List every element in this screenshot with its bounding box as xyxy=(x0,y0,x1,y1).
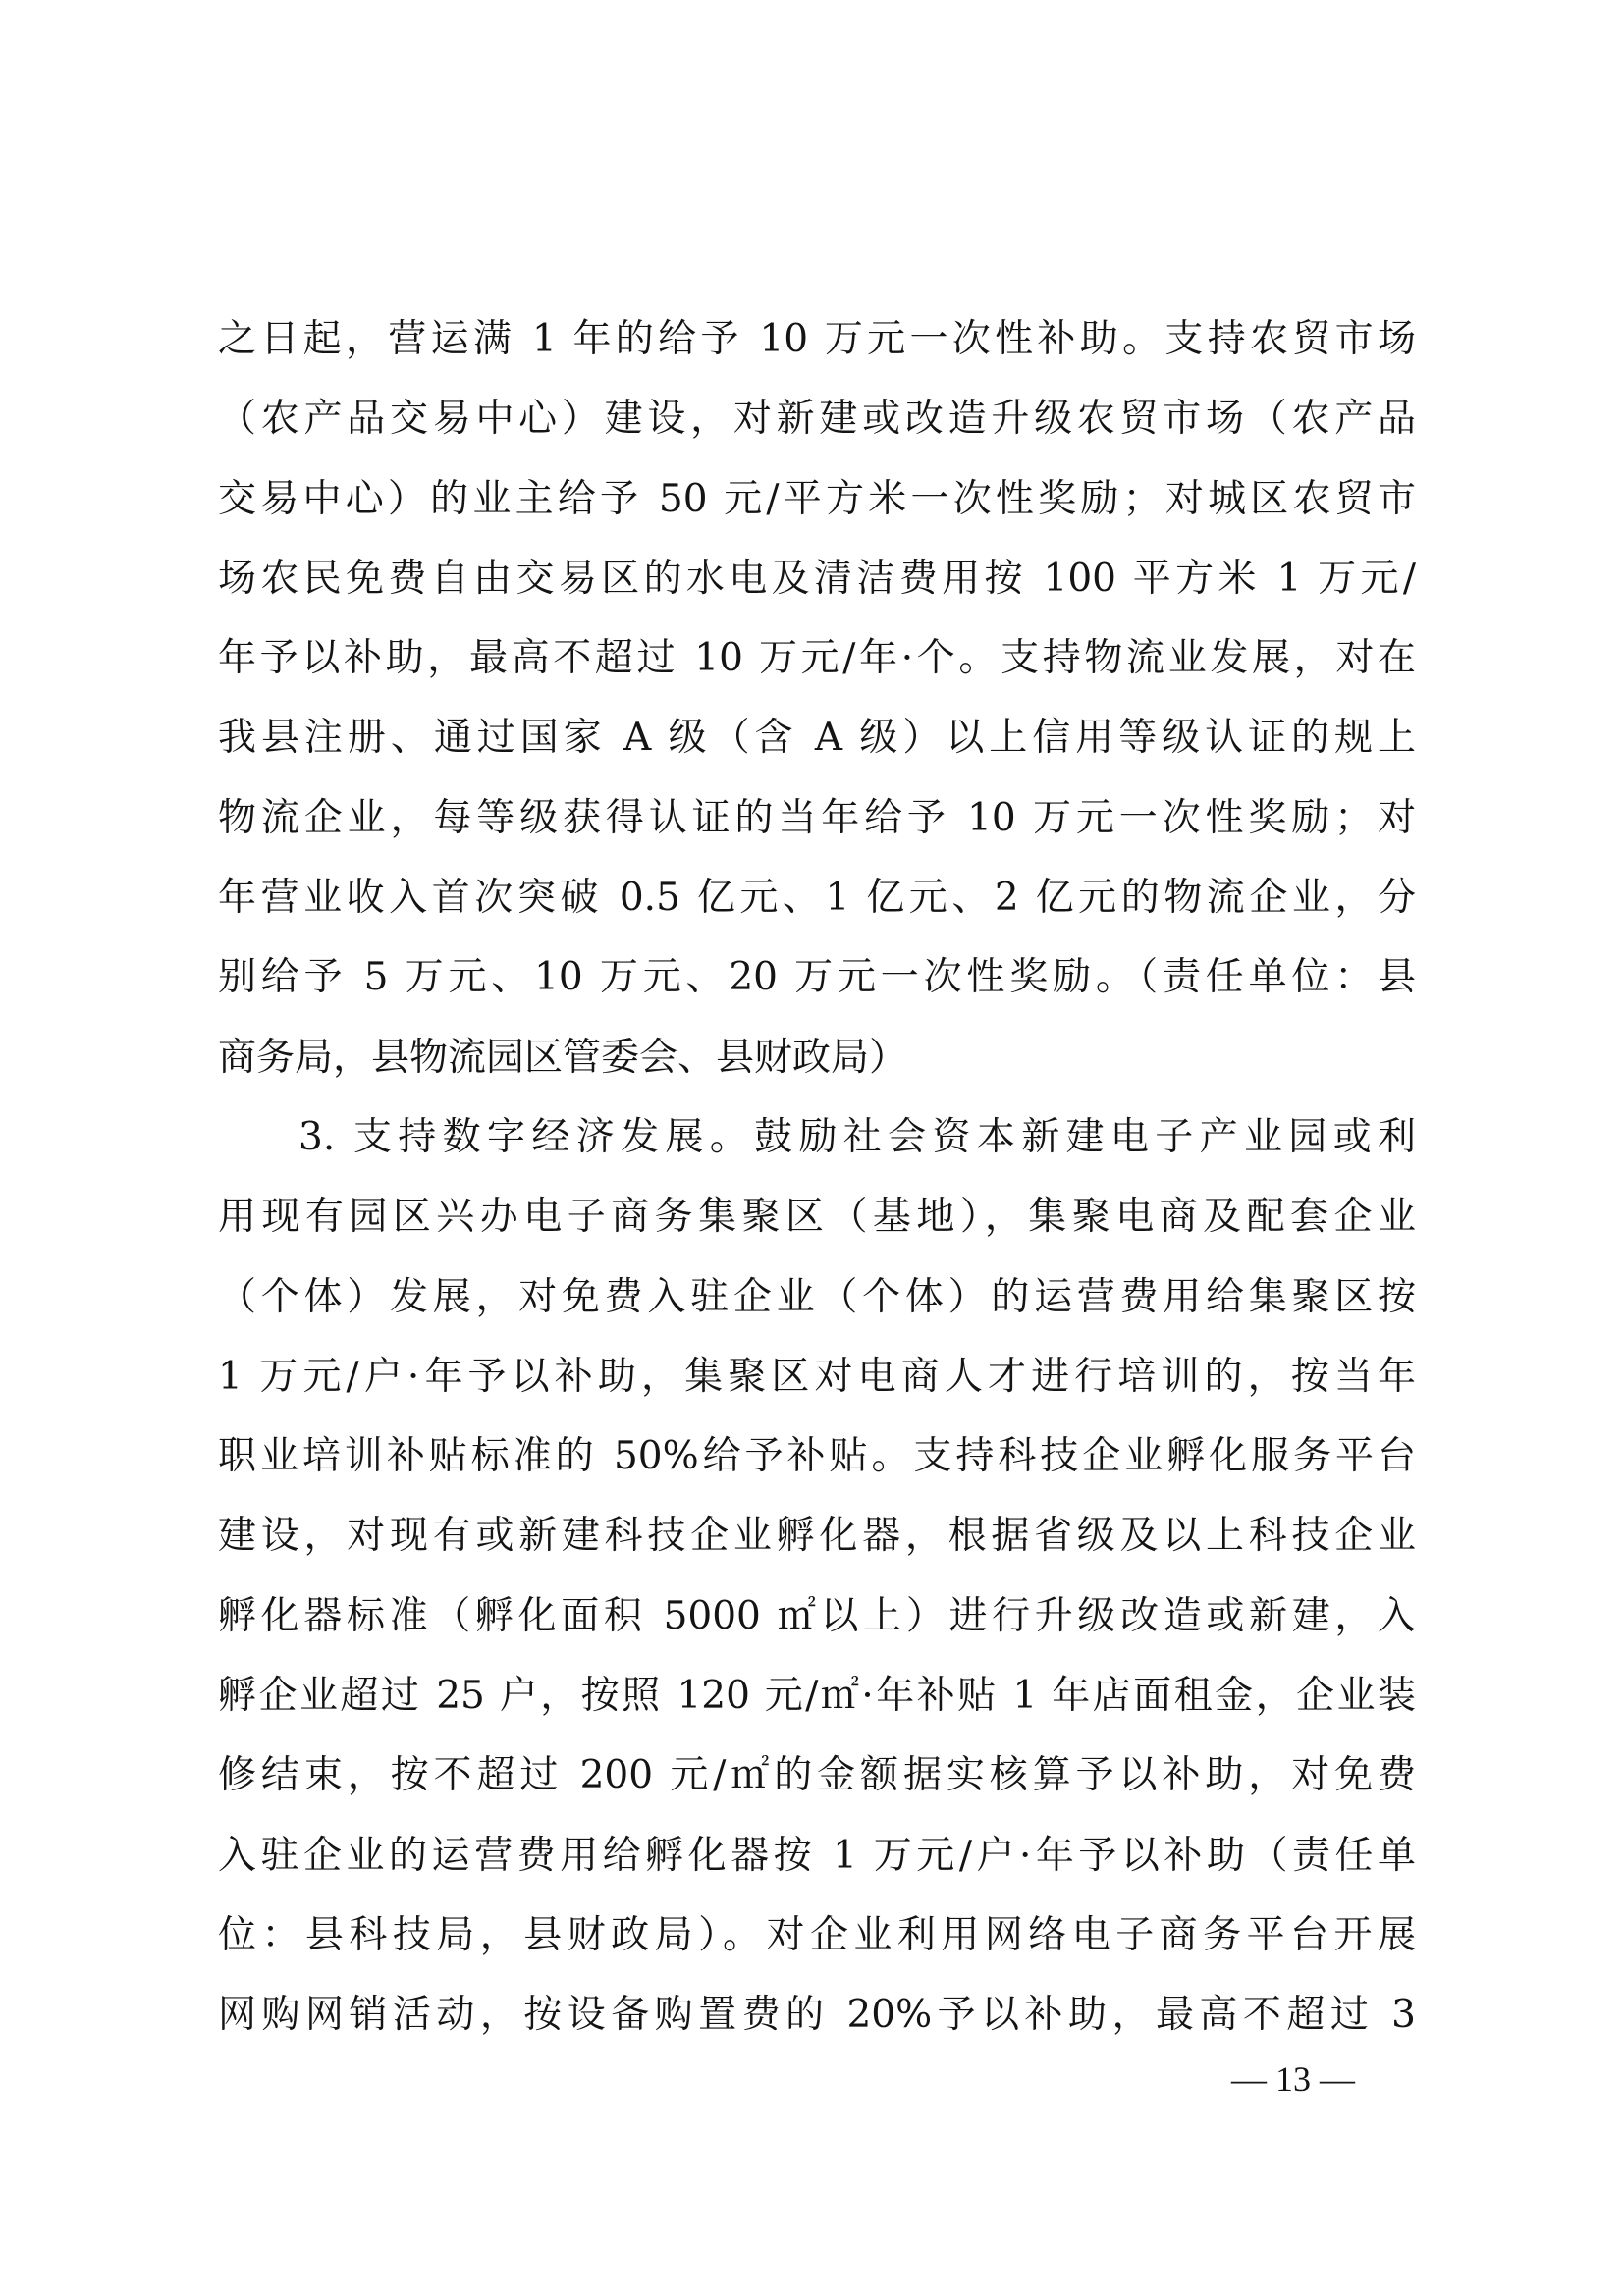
text-line: 交易中心）的业主给予 50 元/平方米一次性奖励；对城区农贸市 xyxy=(218,476,1416,521)
text-line: （农产品交易中心）建设，对新建或改造升级农贸市场（农产品 xyxy=(218,397,1416,442)
text-line: 物流企业，每等级获得认证的当年给予 10 万元一次性奖励；对 xyxy=(218,795,1416,840)
text-line: 位：县科技局，县财政局）。对企业利用网络电子商务平台开展 xyxy=(218,1912,1416,1957)
text-line: 场农民免费自由交易区的水电及清洁费用按 100 平方米 1 万元/ xyxy=(218,556,1416,601)
text-line: 建设，对现有或新建科技企业孵化器，根据省级及以上科技企业 xyxy=(218,1514,1416,1559)
text-line: 我县注册、通过国家 A 级（含 A 级）以上信用等级认证的规上 xyxy=(218,716,1416,761)
text-line: 商务局，县物流园区管委会、县财政局） xyxy=(218,1035,908,1080)
text-line: 修结束，按不超过 200 元/㎡的金额据实核算予以补助，对免费 xyxy=(218,1753,1416,1798)
text-line: 年予以补助，最高不超过 10 万元/年·个。支持物流业发展，对在 xyxy=(218,636,1416,681)
text-line: 入驻企业的运营费用给孵化器按 1 万元/户·年予以补助（责任单 xyxy=(218,1833,1416,1878)
body-text xyxy=(218,299,1416,2056)
text-line: 孵化器标准（孵化面积 5000 ㎡以上）进行升级改造或新建，入 xyxy=(218,1593,1416,1638)
text-line: （个体）发展，对免费入驻企业（个体）的运营费用给集聚区按 xyxy=(218,1274,1416,1319)
text-line: 网购网销活动，按设备购置费的 20%予以补助，最高不超过 3 xyxy=(218,1993,1416,2038)
section-heading-line: 3. 支持数字经济发展。鼓励社会资本新建电子产业园或利 xyxy=(298,1114,1416,1159)
text-line: 用现有园区兴办电子商务集聚区（基地），集聚电商及配套企业 xyxy=(218,1195,1416,1240)
text-line: 之日起，营运满 1 年的给予 10 万元一次性补助。支持农贸市场 xyxy=(218,317,1416,361)
text-line: 年营业收入首次突破 0.5 亿元、1 亿元、2 亿元的物流企业，分 xyxy=(218,876,1416,921)
text-line: 职业培训补贴标准的 50%给予补贴。支持科技企业孵化服务平台 xyxy=(218,1434,1416,1479)
text-line: 别给予 5 万元、10 万元、20 万元一次性奖励。（责任单位：县 xyxy=(218,955,1416,1000)
text-line: 1 万元/户·年予以补助，集聚区对电商人才进行培训的，按当年 xyxy=(218,1354,1416,1399)
text-line: 孵企业超过 25 户，按照 120 元/㎡·年补贴 1 年店面租金，企业装 xyxy=(218,1674,1416,1719)
page-number: — 13 — xyxy=(1231,2059,1355,2099)
